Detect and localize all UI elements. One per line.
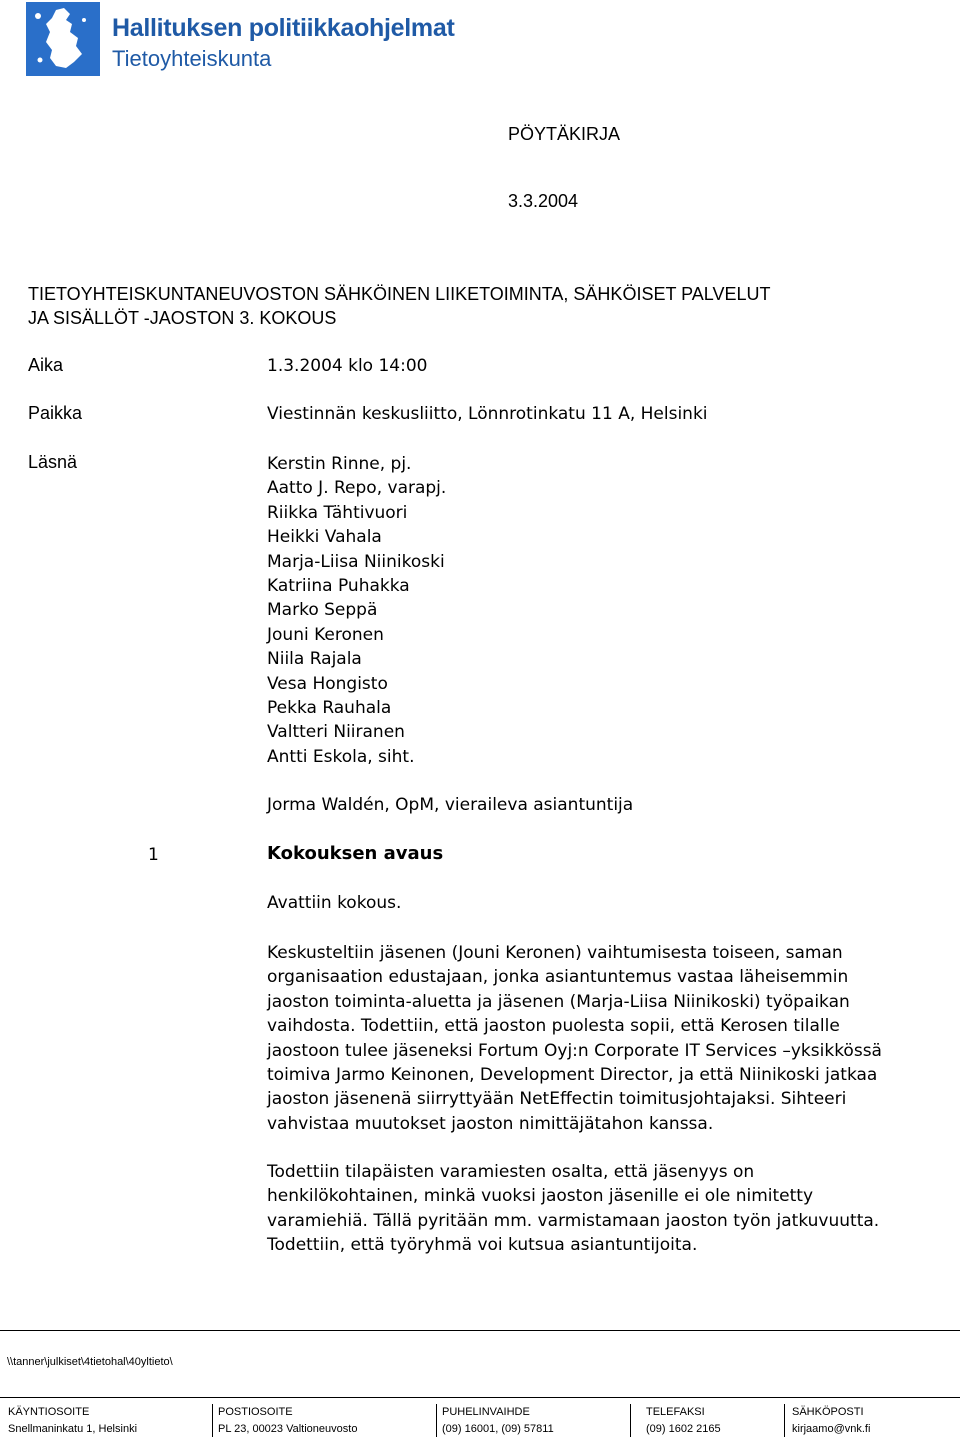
section-paragraph — [267, 941, 937, 1136]
attendee: Aatto J. Repo, varapj. — [267, 478, 447, 499]
attendee: Valtteri Niiranen — [267, 722, 405, 743]
footer-divider — [0, 1397, 960, 1398]
paragraph-line: vahvistaa muutokset jaoston nimittäjätahon kanssa. — [267, 1113, 714, 1134]
paragraph-line: Todettiin, että työryhmä voi kutsua asiantuntijoita. — [267, 1235, 698, 1256]
footer-label: SÄHKÖPOSTI — [792, 1406, 864, 1418]
footer-divider — [0, 1330, 960, 1331]
attendee: Antti Eskola, siht. — [267, 746, 415, 767]
file-path: \\tanner\julkiset\4tietohal\40yltieto\ — [7, 1356, 173, 1368]
footer-label: TELEFAKSI — [646, 1406, 705, 1418]
paragraph-line: varamiehiä. Tällä pyritään mm. varmistamaan jaoston työn jatkuvuutta. — [267, 1210, 880, 1231]
paragraph-line: jaostoon tulee jäseneksi Fortum Oyj:n Corporate IT Services –yksikkössä — [267, 1040, 882, 1061]
aika-value: 1.3.2004 klo 14:00 — [267, 356, 428, 376]
footer-phone — [442, 1404, 554, 1438]
footer-postal — [218, 1404, 357, 1438]
lasna-label: Läsnä — [28, 452, 78, 472]
footer-label: KÄYNTIOSOITE — [8, 1406, 90, 1418]
footer-separator — [784, 1404, 785, 1437]
footer-separator — [630, 1404, 631, 1437]
paragraph-line: jaoston toiminta-aluetta ja jäsenen (Marja-Liisa Niinikoski) työpaikan — [267, 991, 850, 1012]
footer-fax — [646, 1404, 721, 1438]
paragraph-line: organisaation edustajaan, jonka asiantuntemus vastaa läheisemmin — [267, 967, 849, 988]
footer-value: (09) 1602 2165 — [646, 1423, 721, 1435]
attendee: Kerstin Rinne, pj. — [267, 454, 412, 474]
paragraph-line: Todettiin tilapäisten varamiesten osalta, että jäsenyys on — [267, 1162, 755, 1182]
logo-title: Hallituksen politiikkaohjelmat — [112, 14, 455, 42]
paragraph-line: jaoston jäsenenä siirryttyään NetEffectin toimitusjohtajaksi. Sihteeri — [267, 1089, 847, 1110]
attendee: Vesa Hongisto — [267, 673, 388, 694]
guest-expert: Jorma Waldén, OpM, vieraileva asiantuntija — [267, 795, 634, 815]
finland-map-icon — [26, 2, 100, 76]
document-title — [28, 282, 928, 330]
document-date: 3.3.2004 — [508, 191, 579, 211]
attendee: Marko Seppä — [267, 600, 378, 621]
aika-label: Aika — [28, 355, 64, 375]
footer-value: PL 23, 00023 Valtioneuvosto — [218, 1423, 358, 1435]
document-title-line2: JA SISÄLLÖT -JAOSTON 3. KOKOUS — [28, 308, 337, 328]
attendee: Katriina Puhakka — [267, 576, 410, 597]
paragraph-line: henkilökohtainen, minkä vuoksi jaoston jäsenille ei ole nimitetty — [267, 1186, 814, 1207]
attendee: Marja-Liisa Niinikoski — [267, 551, 445, 572]
section-paragraph: Avattiin kokous. — [267, 893, 402, 913]
footer-separator — [212, 1404, 213, 1437]
attendee: Heikki Vahala — [267, 527, 382, 548]
footer-value: Snellmaninkatu 1, Helsinki — [8, 1423, 138, 1435]
paragraph-line: vaihdosta. Todettiin, että jaoston puolesta sopii, että Kerosen tilalle — [267, 1016, 840, 1037]
paikka-value: Viestinnän keskusliitto, Lönnrotinkatu 11 A, Helsinki — [267, 404, 708, 424]
footer-address — [8, 1404, 137, 1438]
attendee: Pekka Rauhala — [267, 698, 392, 719]
footer-email — [792, 1404, 870, 1438]
section-paragraph — [267, 1160, 937, 1258]
paragraph-line: toimiva Jarmo Keinonen, Development Director, ja että Niinikoski jatkaa — [267, 1065, 878, 1086]
footer-separator — [436, 1404, 437, 1437]
footer-value: kirjaamo@vnk.fi — [792, 1423, 871, 1435]
footer-label: POSTIOSOITE — [218, 1406, 293, 1418]
footer-label: PUHELINVAIHDE — [442, 1406, 530, 1418]
section-title: Kokouksen avaus — [267, 843, 444, 864]
attendee-list — [267, 452, 446, 769]
attendee: Riikka Tähtivuori — [267, 502, 408, 523]
paikka-label: Paikka — [28, 403, 83, 423]
footer-value: (09) 16001, (09) 57811 — [442, 1423, 554, 1435]
document-type: PÖYTÄKIRJA — [508, 124, 621, 144]
attendee: Niila Rajala — [267, 649, 362, 670]
logo-subtitle: Tietoyhteiskunta — [112, 46, 272, 71]
paragraph-line: Keskusteltiin jäsenen (Jouni Keronen) vaihtumisesta toiseen, saman — [267, 943, 843, 963]
document-title-line1: TIETOYHTEISKUNTANEUVOSTON SÄHKÖINEN LIIKETOIMINTA, SÄHKÖISET PALVELUT — [28, 284, 771, 304]
section-number: 1 — [148, 845, 159, 865]
attendee: Jouni Keronen — [267, 624, 384, 645]
